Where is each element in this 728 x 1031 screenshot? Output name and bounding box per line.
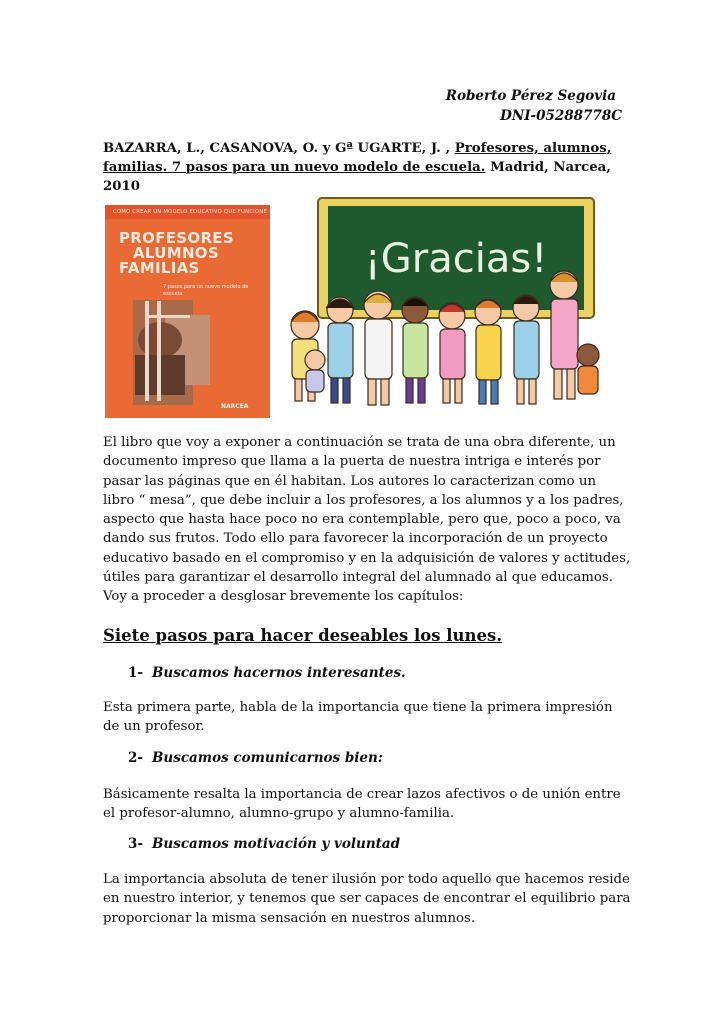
bibliographic-reference: [103, 139, 643, 196]
reference-authors: BAZARRA, L., CASANOVA, O. y Gª UGARTE, J. ,: [103, 141, 451, 156]
step-2-title: Buscamos comunicarnos bien:: [152, 750, 383, 766]
cover-photo: [105, 205, 270, 418]
cover-title-line1: PROFESORES: [119, 229, 234, 247]
step-1-title: Buscamos hacernos interesantes.: [152, 665, 406, 681]
section-title: Siete pasos para hacer deseables los lunes.: [103, 626, 503, 645]
step-2-heading: [128, 750, 383, 766]
cover-title-line2: ALUMNOS: [133, 244, 219, 262]
cover-subtitle: 7 pasos para un nuevo modelo de escuela: [163, 284, 249, 297]
cover-title-line3: FAMILIAS: [119, 259, 200, 277]
cover-publisher: NARCEA: [221, 403, 249, 410]
gracias-illustration: [270, 190, 610, 425]
cover-top-text: COMO CREAR UN MODELO EDUCATIVO QUE FUNCIONE: [113, 209, 268, 215]
author-id: DNI-05288778C: [500, 108, 622, 124]
blackboard-with-children: [270, 190, 610, 425]
step-2-text: Básicamente resalta la importancia de crear lazos afectivos o de unión entre el profesor-alumno, alumno-grupo y alumno-familia.: [103, 787, 621, 822]
board-text: ¡Gracias!: [364, 236, 548, 282]
step-3-text: La importancia absoluta de tener ilusión por todo aquello que hacemos reside en nuestro interior, y tenemos que ser capaces de encontrar el equilibrio para proporcionar la misma sensación en nuestros alumnos.: [103, 872, 631, 926]
step-1-text: Esta primera parte, habla de la importancia que tiene la primera impresión de un profesor.: [103, 700, 613, 735]
step-3-heading: [128, 836, 400, 852]
step-3-title: Buscamos motivación y voluntad: [152, 836, 401, 852]
author-block: [322, 86, 622, 126]
intro-paragraph: El libro que voy a exponer a continuación se trata de una obra diferente, un documento impreso que llama a la puerta de nuestra intriga e interés por pasar las páginas que en él habitan. Los autores lo caracterizan como un libro “ mesa”, que debe incluir a los profesores, a los alumnos y a los padres, aspecto que hasta hace poco no era contemplable, pero que, poco a poco, va dando sus frutos. Todo ello para favorecer la incorporación de un proyecto educativo basado en el compromiso y en la adquisición de valores y actitudes, útiles para garantizar el desarrollo integral del alumnado al que educamos. Voy a proceder a desglosar brevemente los capítulos:: [103, 435, 631, 605]
author-name: Roberto Pérez Segovia: [445, 88, 616, 104]
book-cover-image: [105, 205, 270, 418]
reference-title: Profesores, alumnos, familias. 7 pasos para un nuevo modelo de escuela.: [103, 141, 612, 175]
step-1-number: 1-: [128, 665, 143, 681]
step-3-number: 3-: [128, 836, 143, 852]
step-2-number: 2-: [128, 750, 143, 766]
reference-publisher: Madrid, Narcea, 2010: [103, 160, 611, 194]
step-1-heading: [128, 665, 406, 681]
